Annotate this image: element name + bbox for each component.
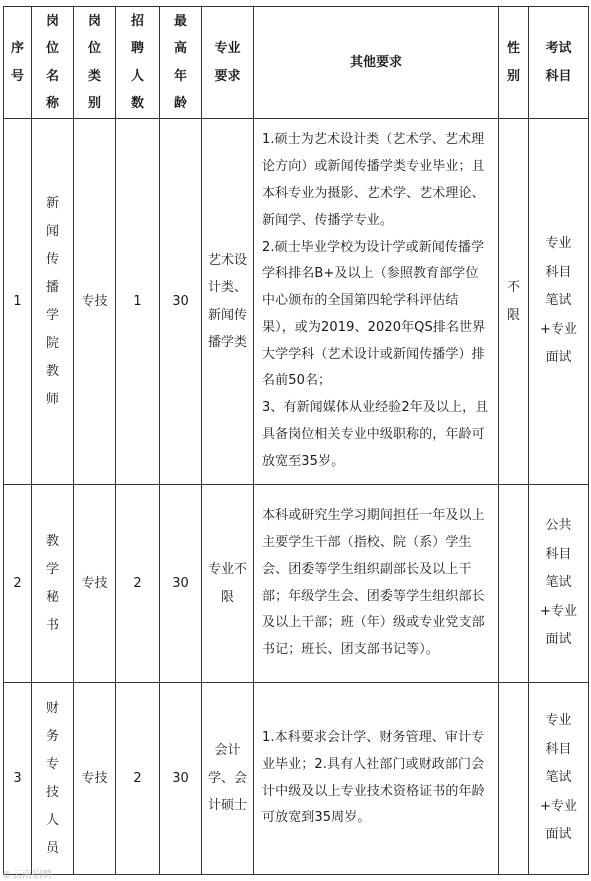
header-position-name: 岗位名称 (32, 7, 74, 119)
header-exam: 考试科目 (529, 7, 589, 119)
row-max-age: 30 (160, 683, 202, 875)
row-count: 1 (116, 119, 160, 485)
row-position-name: 新闻传播学院教师 (32, 119, 74, 485)
row-position-type: 专技 (74, 485, 116, 683)
header-position-type: 岗位类别 (74, 7, 116, 119)
header-row (4, 7, 589, 119)
watermark: ©云南招聘 (2, 870, 52, 881)
row-gender (499, 683, 529, 875)
row-position-type: 专技 (74, 119, 116, 485)
row-max-age: 30 (160, 485, 202, 683)
header-other: 其他要求 (254, 7, 499, 119)
row-other-requirements: 本科或研究生学习期间担任一年及以上主要学生干部（指校、院（系）学生会、团委等学生组织副部长及以上干部；年级学生会、团委等学生组织部长及以上干部；班（年）级或专业党支部书记；班长、团支部书记等）。 (254, 485, 499, 683)
row-seq: 2 (4, 485, 32, 683)
row-position-name: 财务专技人员 (32, 683, 74, 875)
row-position-type: 专技 (74, 683, 116, 875)
row-gender: 不限 (499, 119, 529, 485)
row-count: 2 (116, 683, 160, 875)
row-other-requirements: 1.硕士为艺术设计类（艺术学、艺术理论方向）或新闻传播学类专业毕业；且本科专业为摄影、艺术学、艺术理论、新闻学、传播学专业。 2.硕士毕业学校为设计学或新闻传播学学科排名B+及以上（参照教育部学位中心颁布的全国第四轮学科评估结果），或为2019、2020年QS排名世界大学学科（艺术设计或新闻传播学）排名前50名； 3、有新闻媒体从业经验2年及以上，且具备岗位相关专业中级职称的，年龄可放宽至35岁。 (254, 119, 499, 485)
row-exam: 专业科目笔试+专业面试 (529, 119, 589, 485)
row-count: 2 (116, 485, 160, 683)
row-major: 专业不限 (202, 485, 254, 683)
row-other-requirements: 1.本科要求会计学、财务管理、审计专业毕业；2.具有人社部门或财政部门会计中级及以上专业技术资格证书的年龄可放宽到35周岁。 (254, 683, 499, 875)
recruitment-table (3, 6, 589, 875)
header-major: 专业要求 (202, 7, 254, 119)
header-gender: 性别 (499, 7, 529, 119)
table-row (4, 683, 589, 875)
header-seq: 序号 (4, 7, 32, 119)
header-max-age: 最高年龄 (160, 7, 202, 119)
row-seq: 3 (4, 683, 32, 875)
row-seq: 1 (4, 119, 32, 485)
table-row (4, 485, 589, 683)
row-major: 会计学、会计硕士 (202, 683, 254, 875)
row-exam: 公共科目笔试+专业面试 (529, 485, 589, 683)
header-count: 招聘人数 (116, 7, 160, 119)
row-position-name: 教学秘书 (32, 485, 74, 683)
row-exam: 专业科目笔试+专业面试 (529, 683, 589, 875)
table-row (4, 119, 589, 485)
row-max-age: 30 (160, 119, 202, 485)
row-gender (499, 485, 529, 683)
row-major: 艺术设计类、新闻传播学类 (202, 119, 254, 485)
